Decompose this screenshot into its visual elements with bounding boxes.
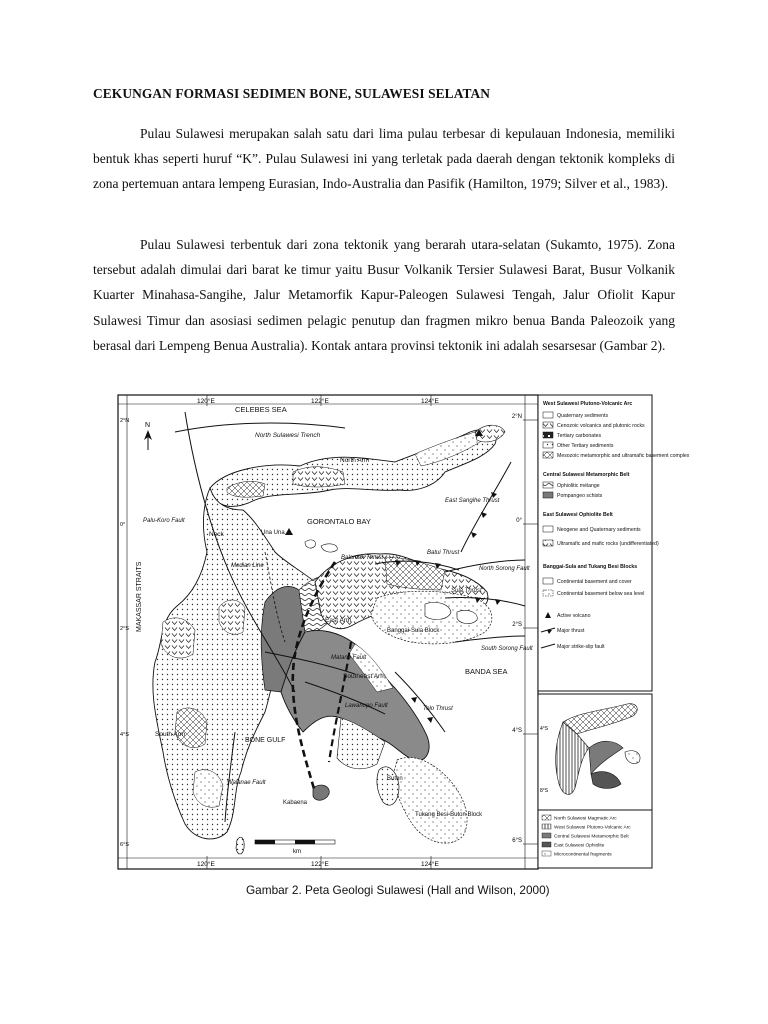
label-neck: Neck [209, 531, 224, 538]
legend-group-4-title: Banggai-Sula and Tukang Besi Blocks [543, 564, 638, 570]
legend-item-8: Neogene and Quaternary sediments [557, 527, 641, 533]
paragraph-1-text: Pulau Sulawesi merupakan salah satu dari lima pulau terbesar di kepulauan Indonesia, memiliki bentuk khas seperti huruf “K”. Pulau Sulawesi ini yang terletak pada daerah dengan tektonik kompleks di zona pertemuan antara lempeng Eurasian, Indo-Australia dan Pasifik (Hamilton, 1979; Silver et al., 1983). [93, 126, 675, 192]
label-balantak: Balantak Thrust [341, 555, 384, 561]
north-label: N [145, 422, 151, 429]
scale-label: km [293, 849, 301, 855]
lon-label-top-3: 124°E [421, 398, 439, 405]
label-tolo: Tolo Thrust [423, 706, 453, 712]
lon-label-bottom-1: 120°E [197, 861, 215, 868]
label-north-sulawesi-trench: North Sulawesi Trench [255, 432, 321, 439]
lat-label-2: 0° [516, 518, 522, 524]
lon-label-bottom-3: 124°E [421, 861, 439, 868]
legend-symbol-3: Major strike-slip fault [557, 644, 605, 650]
paragraph-2 [93, 232, 675, 358]
lat-label-left-2: 0° [120, 522, 126, 528]
label-una-una: Una Una [261, 530, 285, 536]
lat-label-5: 6°S [512, 838, 522, 844]
lon-label-top-2: 122°E [311, 398, 329, 405]
legend-item-5: Mesozoic metamorphic and ultramafic basement complex [557, 453, 690, 459]
paragraph-2-text: Pulau Sulawesi terbentuk dari zona tektonik yang berarah utara-selatan (Sukamto, 1975). Zona tersebut adalah dimulai dari barat ke timur yaitu Busur Volkanik Tersier Sulawesi Barat, Busur Volkanik Kuarter Minahasa-Sangihe, Jalur Metamorfik Kapur-Paleogen Sulawesi Tengah, Jalur Ofiolit Kapur Sulawesi Timur dan asosiasi sedimen pelagic penutup dan fragmen mikro benua Banda Paleozoik yang berasal dari Lempeng Benua Australia). Kontak antara provinsi tektonik ini adalah sesarsesar (Gambar 2). [93, 237, 675, 353]
label-south-arm: South Arm [155, 731, 186, 738]
inset-lat-label-1: 4°S [540, 726, 549, 732]
lat-label-1: 2°N [511, 414, 522, 420]
legend-group-1-title: West Sulawesi Plutono-Volcanic Arc [543, 401, 633, 407]
legend-item-7: Pompangeo schists [557, 493, 603, 499]
legend-group-3-title: East Sulawesi Ophiolite Belt [543, 512, 613, 518]
lat-label-left-1: 2°N [120, 418, 130, 424]
label-makassar: MAKASSAR STRAITS [136, 561, 143, 632]
label-celebes-sea: CELEBES SEA [235, 405, 287, 414]
label-kabaena: Kabaena [283, 800, 308, 806]
label-north-sorong: North Sorong Fault [479, 566, 530, 572]
legend-item-4: Other Tertiary sediments [557, 443, 614, 449]
legend-item-1: Quaternary sediments [557, 413, 609, 419]
label-lawanopo: Lawanopo Fault [345, 703, 388, 709]
legend-item-11: Continental basement below sea level [557, 591, 645, 597]
paragraph-1 [93, 121, 675, 197]
label-sula-thrust: Sula Thrust [451, 588, 482, 594]
label-east-arm: East Arm [325, 617, 352, 624]
label-palu-koro: Palu-Koro Fault [143, 518, 185, 524]
inset-lat-label-2: 8°S [540, 788, 549, 794]
legend-group-2-title: Central Sulawesi Metamorphic Belt [543, 472, 630, 478]
inset-item-5: Microcontinental fragments [554, 852, 612, 858]
figure-caption: Gambar 2. Peta Geologi Sulawesi (Hall and Wilson, 2000) [246, 883, 550, 897]
label-north-arm: North Arm [340, 457, 370, 464]
lon-label-top-1: 120°E [197, 398, 215, 405]
legend-item-9: Ultramafic and mafic rocks (undifferentiated) [557, 541, 659, 547]
lat-label-left-5: 6°S [120, 842, 129, 848]
legend-item-2: Cenozoic volcanics and plutonic rocks [557, 423, 645, 429]
inset-item-3: Central Sulawesi Metamorphic Belt [554, 834, 629, 840]
legend-item-10: Continental basement and cover [557, 579, 632, 585]
lat-label-left-3: 2°S [120, 626, 129, 632]
label-walanae: Walanae Fault [227, 780, 266, 786]
label-banggai: Banggai-Sula Block [387, 628, 440, 634]
inset-item-1: North Sulawesi Magmatic Arc [554, 816, 617, 822]
label-southeast-arm: Southeast Arm [343, 673, 386, 680]
inset-item-2: West Sulawesi Plutono-Volcanic Arc [554, 825, 631, 831]
legend-item-6: Ophiolitic mélange [557, 483, 600, 489]
label-gorontalo-bay: GORONTALO BAY [307, 517, 371, 526]
page-title: CEKUNGAN FORMASI SEDIMEN BONE, SULAWESI SELATAN [93, 86, 491, 101]
label-batui: Batui Thrust [427, 550, 460, 556]
label-bone-gulf: BONE GULF [245, 737, 286, 744]
label-banda-sea: BANDA SEA [465, 667, 508, 676]
lon-label-bottom-2: 122°E [311, 861, 329, 868]
label-south-sorong: South Sorong Fault [481, 646, 533, 652]
lat-label-3: 2°S [512, 622, 522, 628]
label-east-sangihe: East Sangihe Thrust [445, 498, 500, 504]
label-matano: Matano Fault [331, 655, 367, 661]
geology-map-figure [115, 392, 690, 872]
label-median-line: Median Line [231, 563, 264, 569]
lat-label-left-4: 4°S [120, 732, 129, 738]
label-buton: Buton [387, 776, 403, 782]
inset-item-4: East Sulawesi Ophiolite [554, 843, 605, 849]
label-tukang-besi: Tukang Besi-Buton Block [415, 812, 483, 818]
lat-label-4: 4°S [512, 728, 522, 734]
legend-symbol-1: Active volcano [557, 613, 591, 619]
legend-symbol-2: Major thrust [557, 628, 585, 634]
legend-item-3: Tertiary carbonates [557, 433, 602, 439]
